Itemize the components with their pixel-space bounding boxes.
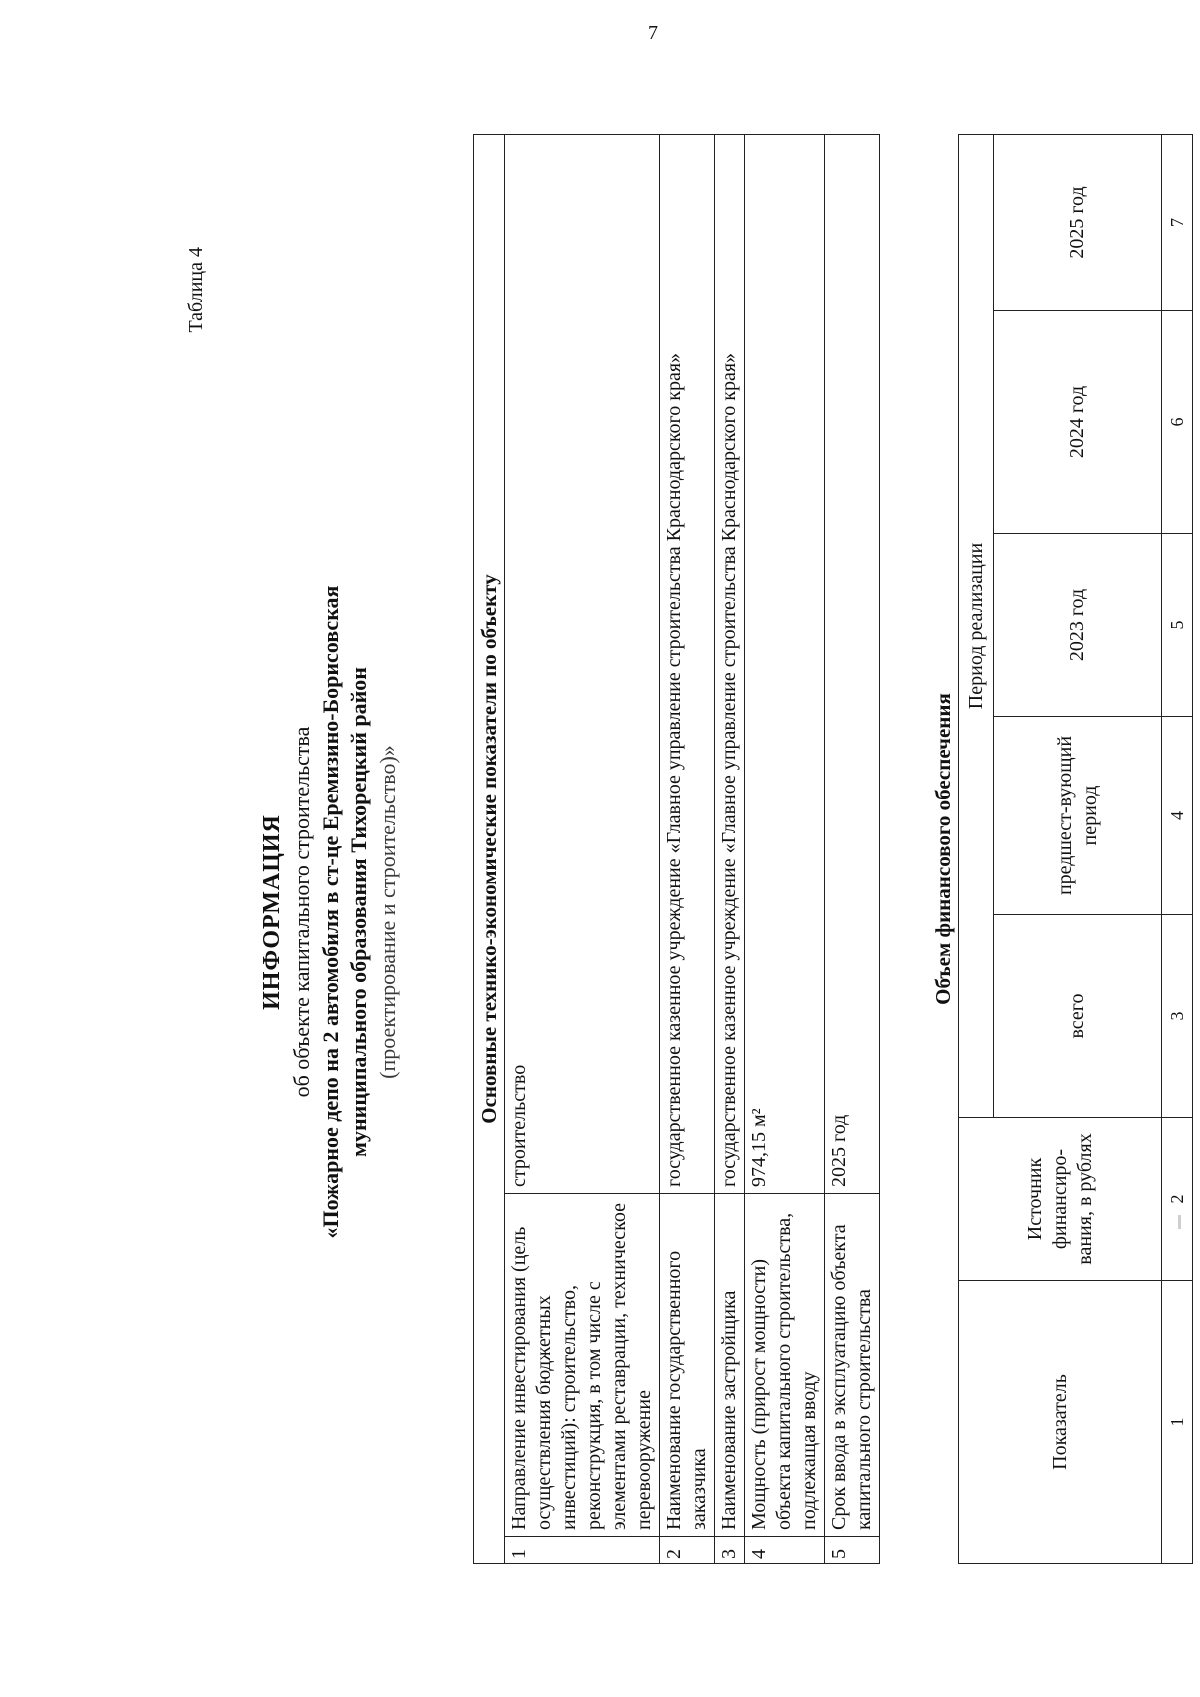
column-index: 2	[1162, 1118, 1193, 1281]
municipality-line: муниципального образования Тихорецкий район	[346, 667, 372, 1157]
row-number: 3	[715, 1537, 745, 1564]
rotated-page-content	[175, 42, 1187, 1642]
page-number: 7	[648, 22, 658, 44]
column-header-period: Период реализации	[959, 135, 994, 1118]
column-header-2024: 2024 год	[994, 311, 1162, 534]
column-header-total: всего	[994, 915, 1162, 1118]
column-header-2023: 2023 год	[994, 534, 1162, 717]
row-label: Мощность (прирост мощности) объекта капитального строительства, подлежащая вводу	[745, 1194, 825, 1537]
row-label: Направление инвестирования (цель осуществления бюджетных инвестиций): строительство, реконструкция, в том числе с элементами реставрации, техническое перевооружение	[505, 1194, 660, 1537]
object-name-line: «Пожарное депо на 2 автомобиля в ст-це Еремизино-Борисовская	[317, 585, 343, 1239]
row-value: государственное казенное учреждение «Главное управление строительства Краснодарского края»	[715, 135, 745, 1194]
column-index: 5	[1162, 534, 1193, 717]
column-index: 1	[1162, 1281, 1193, 1564]
row-number: 5	[825, 1537, 880, 1564]
technical-section-title: Основные технико-экономические показатели по объекту	[474, 135, 505, 1564]
table-row	[715, 135, 745, 1564]
technical-indicators-table	[473, 134, 880, 1564]
column-index: 7	[1162, 135, 1193, 311]
row-value: строительство	[505, 135, 660, 1194]
row-label: Наименование государственного заказчика	[660, 1194, 715, 1537]
column-index: 4	[1162, 717, 1193, 915]
title-block	[257, 462, 403, 1362]
project-stage-line: (проектирование и строительство)»	[374, 745, 400, 1079]
row-label: Наименование застройщика	[715, 1194, 745, 1537]
document-subtitle: об объекте капитального строительства	[289, 726, 315, 1098]
row-number: 1	[505, 1537, 660, 1564]
column-index: 6	[1162, 311, 1193, 534]
finance-section-title: Объем финансового обеспечения	[928, 135, 959, 1564]
row-value: 974,15 м²	[745, 135, 825, 1194]
table-row	[505, 135, 660, 1564]
table-label: Таблица 4	[185, 247, 207, 333]
column-header-source: Источник финансиро-вания, в рублях	[959, 1118, 1162, 1281]
table-row	[660, 135, 715, 1564]
column-index-row	[1162, 135, 1193, 1564]
row-number: 2	[660, 1537, 715, 1564]
column-index: 3	[1162, 915, 1193, 1118]
column-header-previous: предшест-вующий период	[994, 717, 1162, 915]
row-value: 2025 год	[825, 135, 880, 1194]
document-title: ИНФОРМАЦИЯ	[259, 814, 285, 1010]
column-header-indicator: Показатель	[959, 1281, 1162, 1564]
scan-mark	[1178, 1215, 1181, 1229]
table-row	[745, 135, 825, 1564]
financing-table	[928, 134, 1193, 1564]
column-header-2025: 2025 год	[994, 135, 1162, 311]
row-value: государственное казенное учреждение «Главное управление строительства Краснодарского края»	[660, 135, 715, 1194]
row-label: Срок ввода в эксплуатацию объекта капитального строительства	[825, 1194, 880, 1537]
table-row	[825, 135, 880, 1564]
row-number: 4	[745, 1537, 825, 1564]
